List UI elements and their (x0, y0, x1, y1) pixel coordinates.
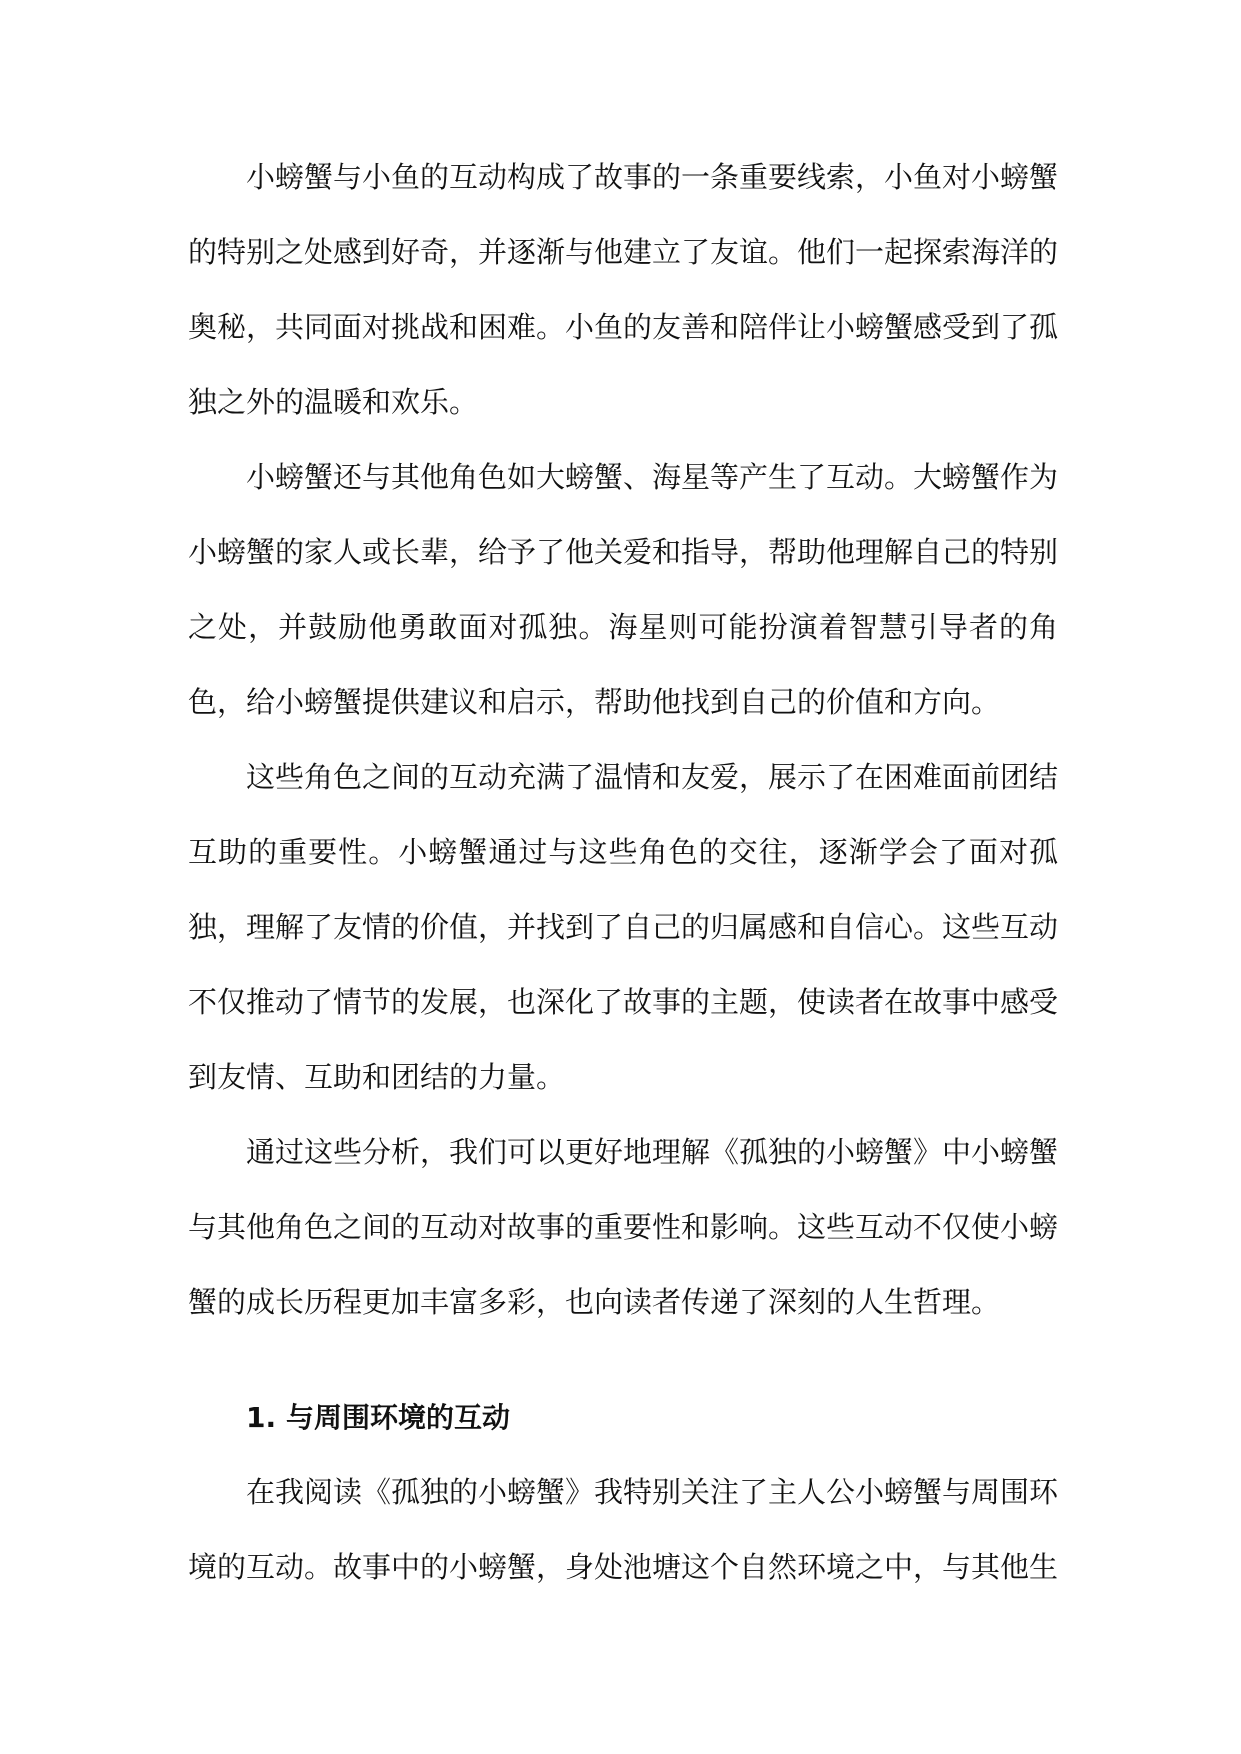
section-heading (188, 1380, 1058, 1455)
paragraph-environment-interaction: 在我阅读《孤独的小螃蟹》我特别关注了主人公小螃蟹与周围环境的互动。故事中的小螃蟹，身处池塘这个自然环境之中，与其他生 (188, 1475, 1059, 1584)
paragraph-other-characters: 小螃蟹还与其他角色如大螃蟹、海星等产生了互动。大螃蟹作为小螃蟹的家人或长辈，给予了他关爱和指导，帮助他理解自己的特别之处，并鼓励他勇敢面对孤独。海星则可能扮演着智慧引导者的角色，给小螃蟹提供建议和启示，帮助他找到自己的价值和方向。 (188, 460, 1059, 719)
paragraph-warmth-and-friendship: 这些角色之间的互动充满了温情和友爱，展示了在困难面前团结互助的重要性。小螃蟹通过与这些角色的交往，逐渐学会了面对孤独，理解了友情的价值，并找到了自己的归属感和自信心。这些互动不仅推动了情节的发展，也深化了故事的主题，使读者在故事中感受到友情、互助和团结的力量。 (188, 760, 1059, 1094)
section-title: 与周围环境的互动 (286, 1401, 511, 1434)
paragraph-crab-and-fish: 小螃蟹与小鱼的互动构成了故事的一条重要线索，小鱼对小螃蟹的特别之处感到好奇，并逐渐与他建立了友谊。他们一起探索海洋的奥秘，共同面对挑战和困难。小鱼的友善和陪伴让小螃蟹感受到了孤独之外的温暖和欢乐。 (188, 160, 1059, 419)
document-body (188, 140, 1058, 1605)
section-number: 1. (246, 1401, 277, 1434)
paragraph-analysis-summary: 通过这些分析，我们可以更好地理解《孤独的小螃蟹》中小螃蟹与其他角色之间的互动对故事的重要性和影响。这些互动不仅使小螃蟹的成长历程更加丰富多彩，也向读者传递了深刻的人生哲理。 (188, 1135, 1059, 1319)
